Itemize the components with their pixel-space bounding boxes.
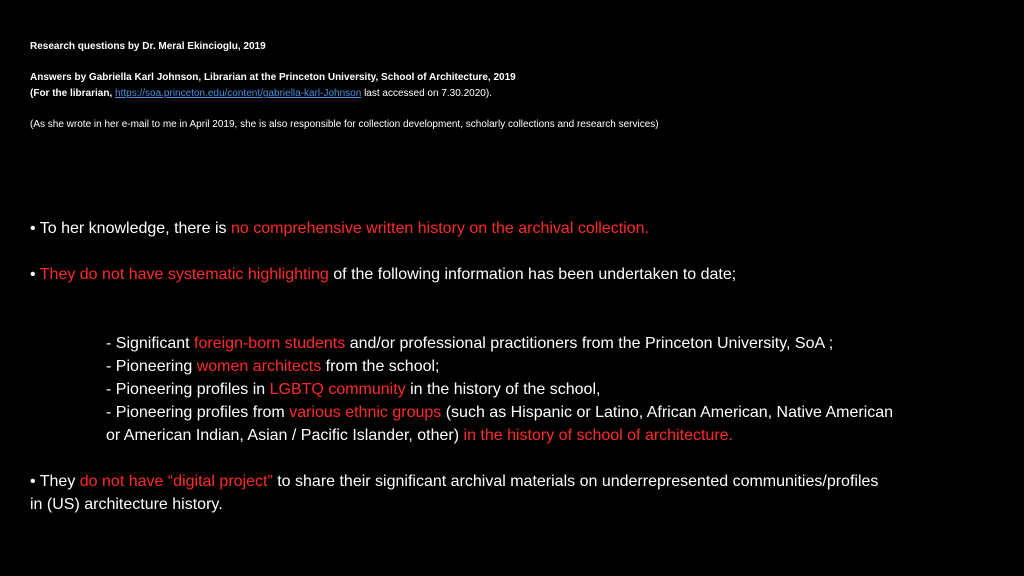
librarian-link-prefix: (For the librarian, xyxy=(30,88,113,99)
librarian-profile-link[interactable]: https://soa.princeton.edu/content/gabriella-karl-Johnson xyxy=(115,88,362,99)
research-questions-heading: Research questions by Dr. Meral Ekincioglu, 2019 xyxy=(30,41,266,52)
list-item-highlight: various ethnic groups xyxy=(289,404,442,421)
bullet-marker: • xyxy=(30,266,40,283)
bullet-no-highlighting-line xyxy=(30,263,1000,286)
bullet-no-history-highlight: no comprehensive written history on the archival collection. xyxy=(230,220,649,237)
list-item-text: (such as Hispanic or Latino, African American, Native American xyxy=(441,404,894,421)
list-item-highlight: in the history of school of architecture. xyxy=(463,427,733,444)
bullet-no-digital-project-prefix: • They xyxy=(30,473,80,490)
bullet-no-history xyxy=(30,217,1000,240)
list-item-ethnic-groups xyxy=(106,401,1006,424)
bullet-no-highlighting xyxy=(30,263,1000,286)
list-item-text: or American Indian, Asian / Pacific Islander, other) xyxy=(106,427,464,444)
list-item-text: - Pioneering profiles from xyxy=(106,404,290,421)
librarian-link-line xyxy=(30,86,492,102)
list-item-highlight: women architects xyxy=(196,358,322,375)
list-item-text: from the school; xyxy=(321,358,440,375)
list-item-highlight: LGBTQ community xyxy=(269,381,406,398)
list-item-lgbtq xyxy=(106,378,1006,401)
list-item-highlight: foreign-born students xyxy=(194,335,346,352)
bullet-no-history-prefix: • To her knowledge, there is xyxy=(30,220,231,237)
bullet-no-history-line xyxy=(30,217,1000,240)
list-item-foreign-born xyxy=(106,332,1006,355)
list-item-women-architects xyxy=(106,355,1006,378)
list-item-text: - Significant xyxy=(106,335,195,352)
profile-list xyxy=(106,332,1006,447)
list-item-text: and/or professional practitioners from the Princeton University, SoA ; xyxy=(345,335,834,352)
bullet-no-digital-project-line2: in (US) architecture history. xyxy=(30,496,223,513)
bullet-no-highlighting-highlight: They do not have systematic highlighting xyxy=(39,266,329,283)
list-item-text: - Pioneering profiles in xyxy=(106,381,270,398)
email-note: (As she wrote in her e-mail to me in April 2019, she is also responsible for collection development, scholarly collections and research services) xyxy=(30,119,659,130)
bullet-no-digital-project xyxy=(30,470,1000,516)
librarian-link-suffix: last accessed on 7.30.2020). xyxy=(364,88,492,99)
answers-heading: Answers by Gabriella Karl Johnson, Librarian at the Princeton University, School of Architecture, 2019 xyxy=(30,72,516,83)
bullet-no-highlighting-rest: of the following information has been undertaken to date; xyxy=(328,266,737,283)
list-item-text: in the history of the school, xyxy=(405,381,601,398)
bullet-no-digital-project-highlight: do not have “digital project” xyxy=(79,473,273,490)
list-item-text: - Pioneering xyxy=(106,358,197,375)
list-item-ethnic-groups-cont xyxy=(106,424,1006,447)
bullet-no-digital-project-rest: to share their significant archival materials on underrepresented communities/profiles xyxy=(272,473,879,490)
bullet-no-digital-project-line1 xyxy=(30,470,1000,493)
